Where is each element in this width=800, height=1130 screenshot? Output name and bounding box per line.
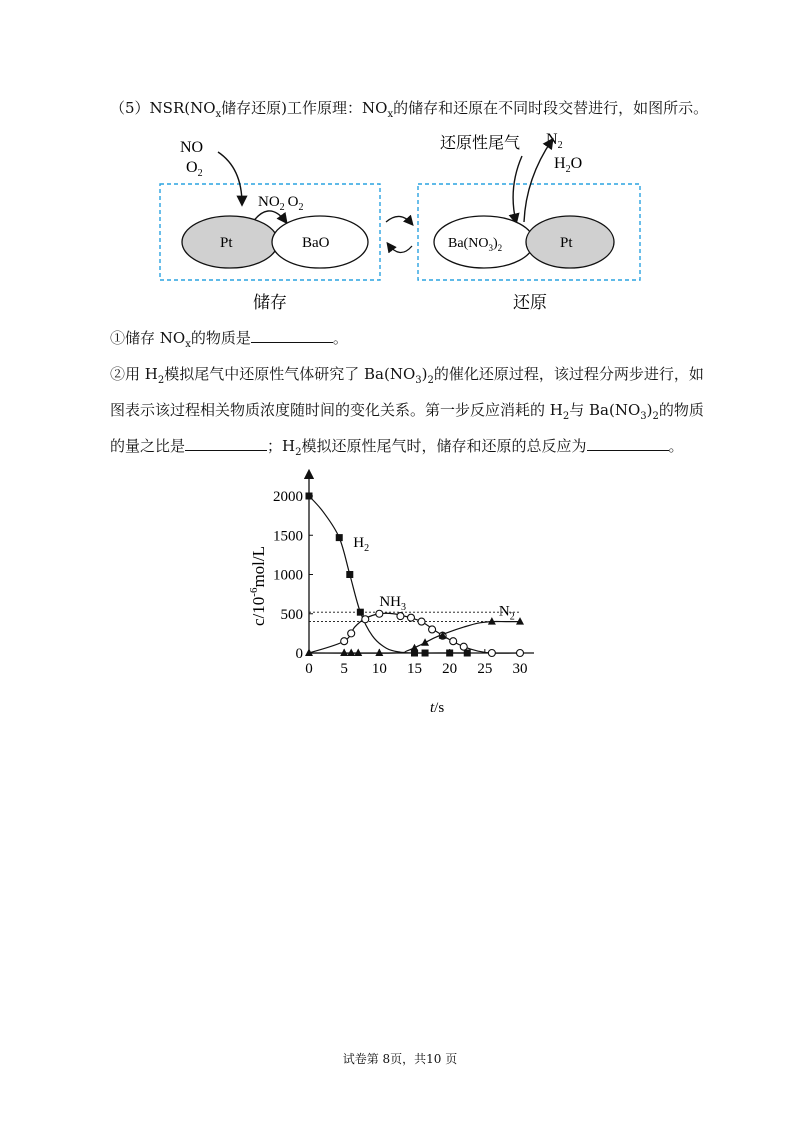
point-n2-4	[375, 649, 383, 657]
x-tick-label-30: 30	[512, 661, 528, 677]
cycle-arrow-bottom	[388, 244, 412, 253]
point-nh3-0	[341, 638, 348, 645]
point-h2-2	[346, 571, 353, 578]
point-nh3-12	[517, 650, 524, 657]
reducing-gas-label: 还原性尾气	[440, 135, 521, 152]
answer-blank-3[interactable]	[587, 436, 669, 451]
y-axis-label: $c/10^{-6}mol/L$	[248, 545, 268, 627]
input-o2: $O_2$	[186, 159, 203, 179]
series-line-h2	[309, 496, 471, 653]
pt-left-label: Pt	[220, 235, 233, 251]
point-n2-1	[340, 649, 348, 657]
cycle-arrow-top	[386, 216, 412, 224]
concentration-time-chart	[240, 466, 550, 726]
point-n2-8	[488, 617, 496, 625]
question-2-line-3: 的量之比是 ；$H_2$模拟还原性尾气时，储存和还原的总反应为 。	[110, 437, 684, 458]
point-nh3-1	[348, 630, 355, 637]
answer-blank-2[interactable]	[185, 436, 267, 451]
y-tick-label-500: 500	[280, 606, 303, 623]
point-nh3-11	[488, 650, 495, 657]
reducing-in-arrow	[513, 156, 522, 222]
x-tick-label-10: 10	[371, 661, 387, 677]
point-n2-9	[516, 617, 524, 625]
x-tick-label-5: 5	[340, 661, 348, 677]
y-tick-label-1000: 1000	[273, 567, 303, 584]
x-tick-label-25: 25	[477, 661, 493, 677]
pt-right-label: Pt	[560, 235, 573, 251]
output-n2: $N_2$	[546, 131, 563, 151]
plot-area	[273, 474, 534, 677]
point-n2-2	[347, 649, 355, 657]
x-tick-label-20: 20	[442, 661, 458, 677]
y-tick-label-2000: 2000	[273, 489, 303, 505]
point-nh3-10	[460, 643, 467, 650]
product-out-arrow	[524, 140, 552, 222]
point-h2-1	[336, 534, 343, 541]
bao-label: BaO	[302, 235, 330, 251]
point-h2-5	[422, 650, 429, 657]
point-nh3-2	[362, 616, 369, 623]
question-1-line: ①储存 $NO_x$的物质是 。	[110, 329, 348, 350]
question-2-line-1: ②用 $H_2$模拟尾气中还原性气体研究了 $Ba(NO_3)_2$的催化还原过程，该过程分两步进行，如	[110, 365, 704, 386]
page-footer: 试卷第 8页，共10 页	[342, 1052, 458, 1066]
point-h2-0	[306, 493, 313, 500]
input-arrow	[218, 152, 242, 204]
series-label-nh3: $NH_3$	[379, 593, 407, 613]
point-n2-5	[411, 644, 419, 652]
point-nh3-7	[429, 626, 436, 633]
point-nh3-5	[407, 614, 414, 621]
question-2-line-2: 图表示该过程相关物质浓度随时间的变化关系。第一步反应消耗的 $H_2$与 $Ba(NO_3)_2$的物质	[110, 401, 704, 422]
nsr-diagram	[150, 118, 670, 318]
point-nh3-3	[376, 610, 383, 617]
output-h2o: $H_2O$	[554, 155, 583, 175]
input-no: NO	[180, 139, 204, 156]
x-axis-label: t/s	[430, 700, 445, 716]
intro-line: $(5)NSR(NO_x$储存还原)工作原理：$NO_x$的储存和还原在不同时段交替进行，如图所示。	[110, 99, 709, 120]
point-nh3-6	[418, 618, 425, 625]
y-tick-label-0: 0	[295, 646, 303, 662]
point-nh3-4	[397, 613, 404, 620]
no2-o2-label: $NO_2$ $O_2$	[258, 194, 304, 213]
x-tick-label-15: 15	[407, 661, 422, 677]
x-tick-label-0: 0	[305, 661, 313, 677]
point-h2-3	[357, 609, 364, 616]
question-number: （5）	[110, 99, 150, 117]
reduction-caption: 还原	[513, 293, 547, 312]
series-label-h2: $H_2$	[353, 535, 370, 555]
series-label-n2: $N_2$	[498, 603, 515, 623]
answer-blank-1[interactable]	[251, 328, 333, 343]
point-n2-6	[421, 638, 429, 646]
ba-no3-label: $Ba(NO_3)_2$	[448, 236, 503, 253]
storage-caption: 储存	[253, 293, 287, 312]
point-nh3-9	[450, 638, 457, 645]
point-n2-3	[354, 649, 362, 657]
point-h2-6	[446, 650, 453, 657]
y-tick-label-1500: 1500	[273, 528, 303, 545]
